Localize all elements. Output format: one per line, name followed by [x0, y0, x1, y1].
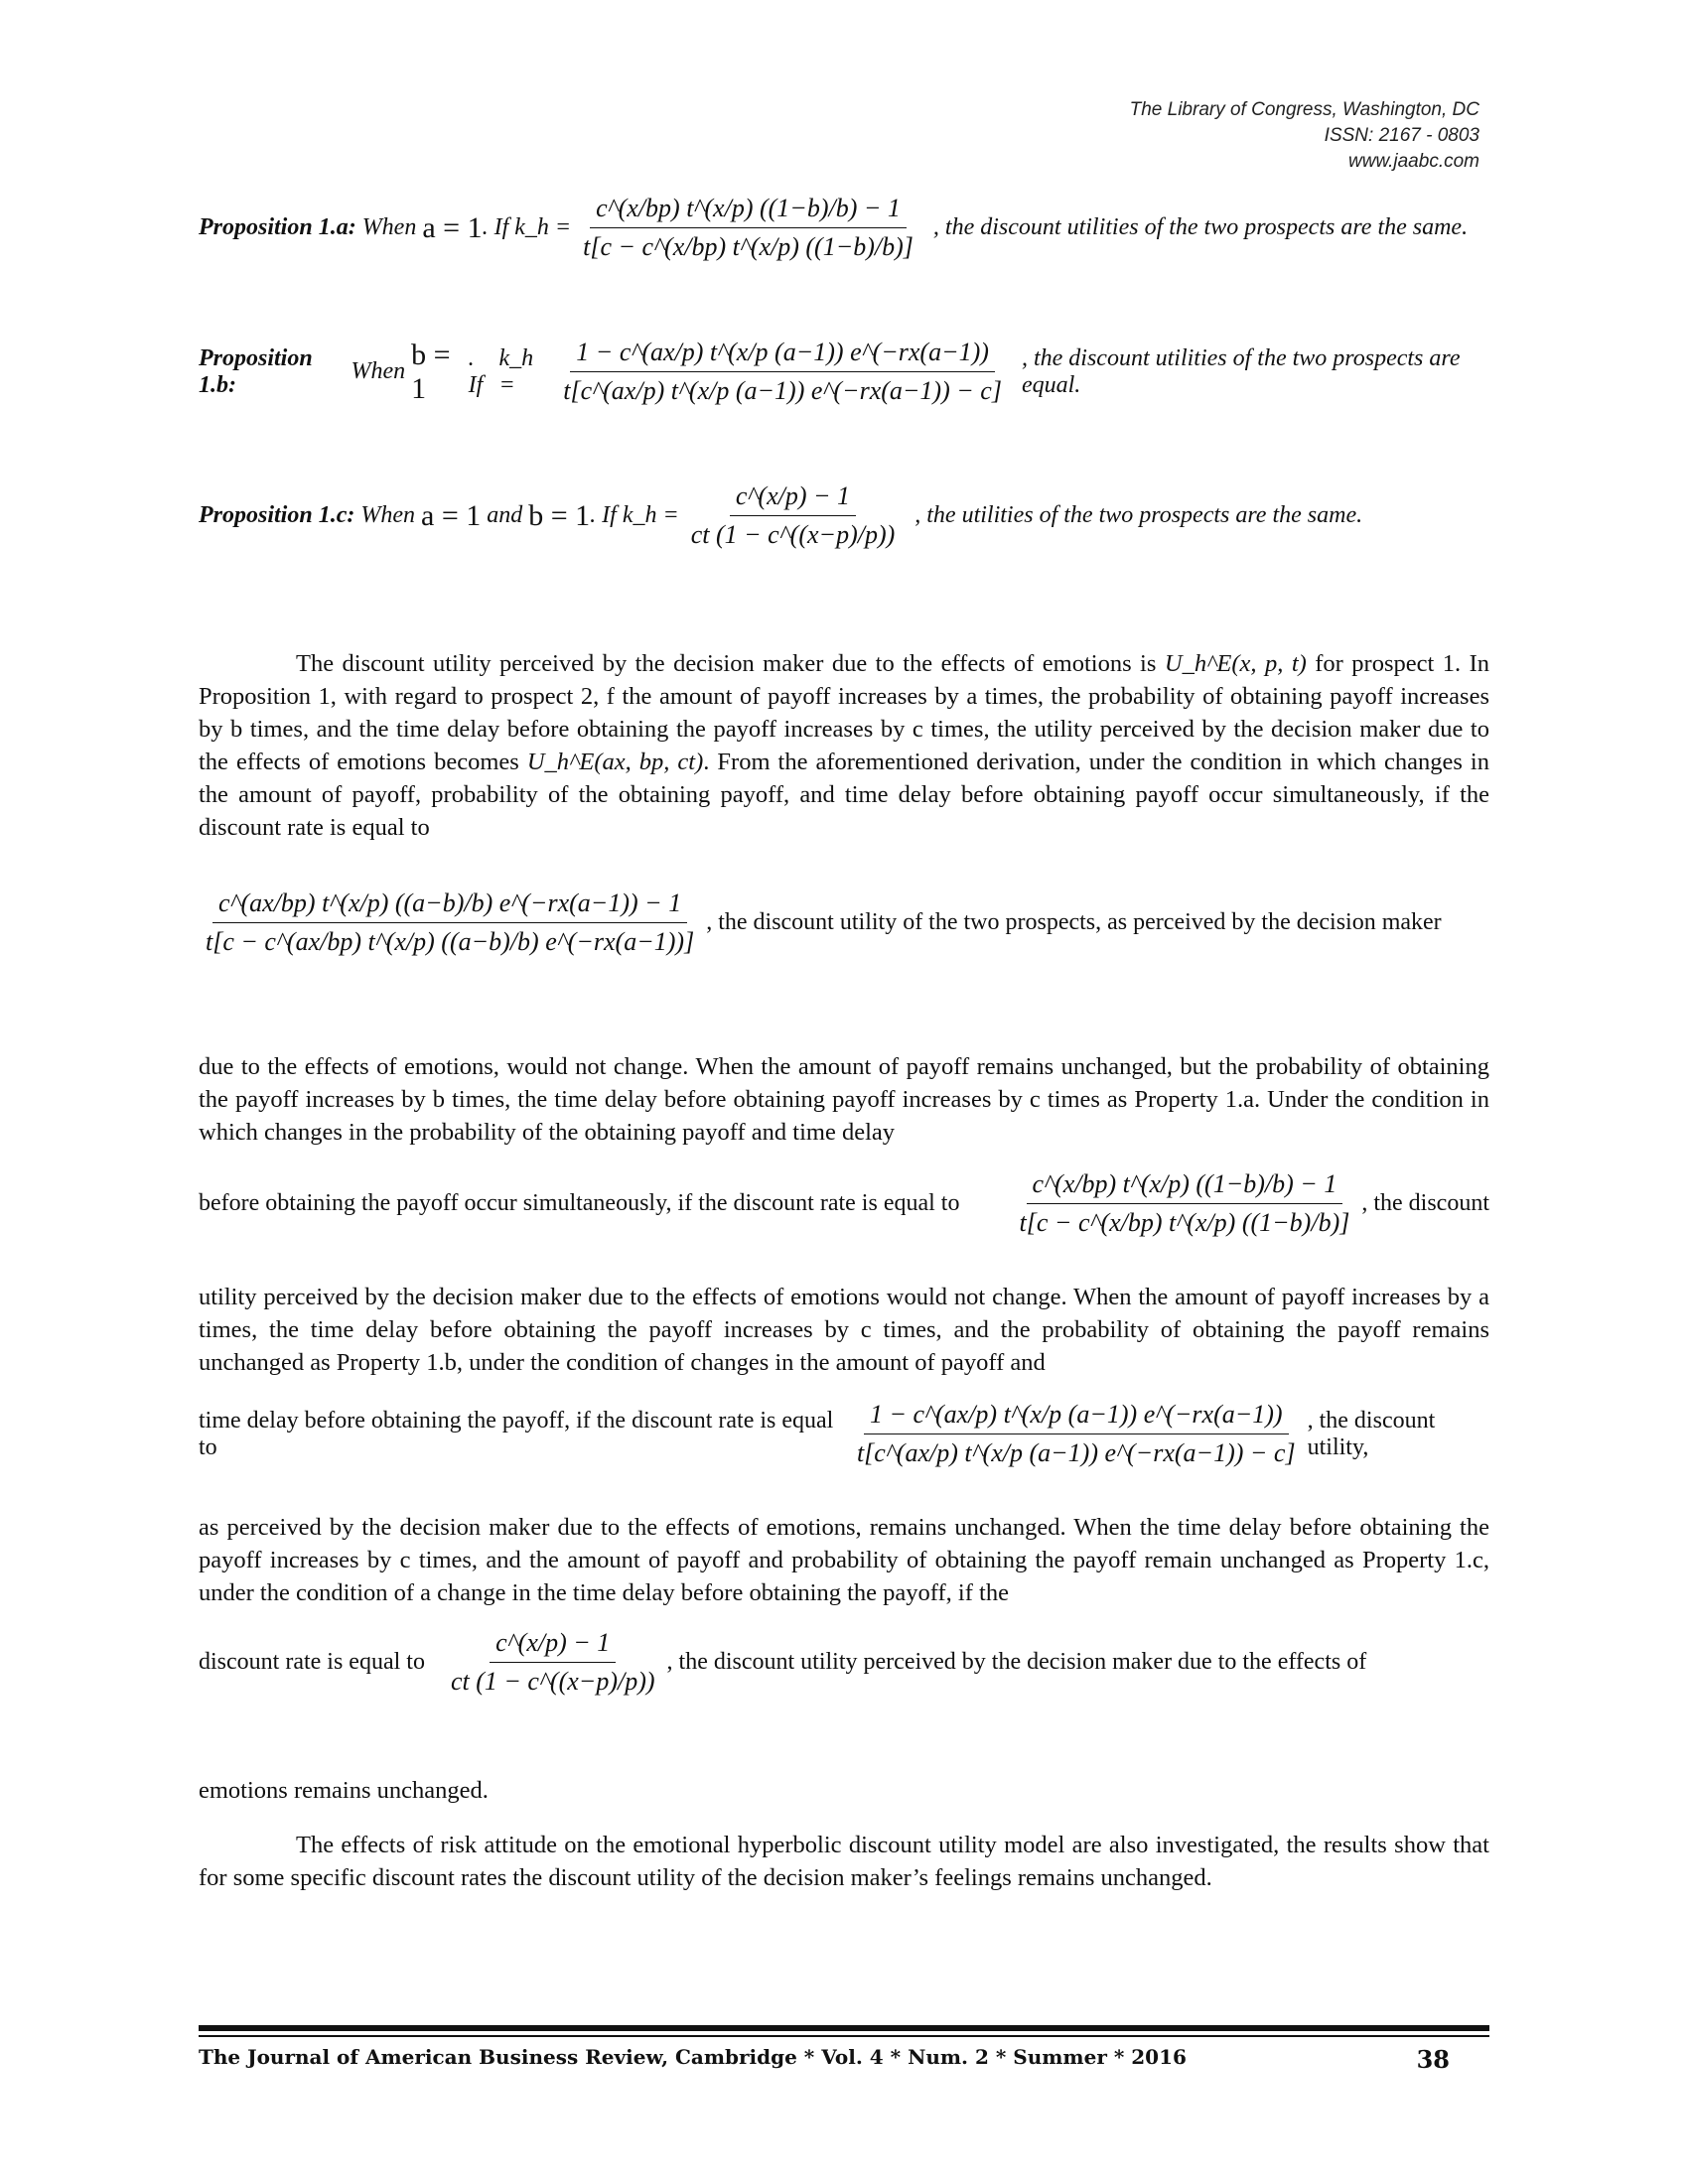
proposition-tail: , the discount utilities of the two prospects are the same.	[932, 214, 1469, 240]
equation-tail: , the discount utility,	[1307, 1407, 1436, 1460]
paragraph-text: emotions remains unchanged.	[199, 1777, 489, 1804]
fraction-numerator: c^(ax/bp) t^(x/p) ((a−b)/b) e^(−rx(a−1)) − 1	[212, 888, 687, 923]
paragraph-text: time delay before obtaining the payoff, if the discount rate is equal to	[199, 1407, 834, 1460]
proposition-condvar-2: b = 1	[528, 498, 591, 532]
proposition-if: . If	[590, 502, 617, 528]
proposition-1b	[199, 338, 1489, 406]
proposition-condvar: a = 1	[421, 498, 482, 532]
proposition-condvar: a = 1	[422, 210, 483, 244]
journal-citation: The Journal of American Business Review, Cambridge * Vol. 4 * Num. 2 * Summer * 2016	[199, 2045, 1187, 2069]
equation-line-3	[199, 1400, 1489, 1468]
inline-equation: U_h^E(x, p, t)	[1164, 650, 1307, 677]
proposition-tail: , the utilities of the two prospects are the same.	[914, 502, 1363, 528]
paragraph-text: for prospect 1. In Proposition 1, with regard to prospect 2, f the amount of payoff increases by a times, the probability of obtaining payoff increases by b times, and the time delay before obtaining the payoff increases by c times, the utility perceived by the decision maker due to the effects of emotions becomes	[199, 650, 1490, 775]
body-paragraph-1	[199, 647, 1489, 844]
fraction-denominator: t[c^(ax/p) t^(x/p (a−1)) e^(−rx(a−1)) − c]	[563, 376, 1002, 405]
proposition-and: and	[487, 502, 523, 528]
fraction-denominator: t[c − c^(x/bp) t^(x/p) ((1−b)/b)]	[583, 232, 914, 261]
paragraph-text: The effects of risk attitude on the emotional hyperbolic discount utility model are also investigated, the results show that for some specific discount rates the discount utility of the decision maker’s feelings remains unchanged.	[199, 1832, 1489, 1891]
proposition-cond: When	[361, 214, 417, 240]
running-header	[1130, 97, 1479, 175]
paragraph-text: discount rate is equal to	[199, 1649, 425, 1675]
proposition-if: . If	[482, 214, 509, 240]
proposition-1a	[199, 194, 1489, 262]
footer-rule-thin	[199, 2035, 1489, 2037]
body-paragraph-6	[199, 1829, 1489, 1894]
fraction-numerator: 1 − c^(ax/p) t^(x/p (a−1)) e^(−rx(a−1))	[864, 1400, 1289, 1434]
display-equation-1	[194, 888, 1484, 957]
fraction-numerator: c^(x/p) − 1	[730, 481, 856, 516]
equation-fraction	[851, 1400, 1302, 1468]
body-paragraph-3	[199, 1281, 1489, 1379]
equation-line-4	[199, 1628, 1489, 1697]
header-line-2: ISSN: 2167 - 0803	[1324, 125, 1479, 146]
paragraph-text: utility perceived by the decision maker due to the effects of emotions would not change. When the amount of payoff increases by a times, the time delay before obtaining the payoff increases by c times, and the probability of obtaining the payoff remains unchanged as Property 1.b, under the condition of changes in the amount of payoff and	[199, 1284, 1489, 1376]
proposition-lhs: k_h =	[622, 502, 679, 528]
proposition-if: . If	[468, 344, 484, 398]
fraction-denominator: ct (1 − c^((x−p)/p))	[690, 520, 896, 549]
equation-fraction	[445, 1628, 661, 1697]
proposition-tail: , the discount utilities of the two prospects are equal.	[1021, 344, 1461, 398]
fraction-denominator: t[c − c^(ax/bp) t^(x/p) ((a−b)/b) e^(−rx(a−1))]	[206, 927, 695, 956]
page-number: 38	[1416, 2045, 1450, 2074]
paragraph-text: before obtaining the payoff occur simultaneously, if the discount rate is equal to	[199, 1190, 960, 1216]
paragraph-text: as perceived by the decision maker due to the effects of emotions, remains unchanged. When the time delay before obtaining the payoff increases by c times, and the amount of payoff and probability of obtaining the payoff remain unchanged as Property 1.c, under the condition of a change in the time delay before obtaining the payoff, if the	[199, 1514, 1489, 1606]
fraction-numerator: c^(x/bp) t^(x/p) ((1−b)/b) − 1	[590, 194, 907, 228]
fraction-numerator: 1 − c^(ax/p) t^(x/p (a−1)) e^(−rx(a−1))	[570, 338, 995, 372]
fraction-numerator: c^(x/p) − 1	[490, 1628, 616, 1663]
fraction-denominator: ct (1 − c^((x−p)/p))	[450, 1667, 655, 1696]
paragraph-text: The discount utility perceived by the decision maker due to the effects of emotions is	[296, 650, 1157, 677]
header-line-1: The Library of Congress, Washington, DC	[1129, 99, 1479, 120]
proposition-label: Proposition 1.c:	[199, 502, 355, 528]
fraction-numerator: c^(x/bp) t^(x/p) ((1−b)/b) − 1	[1027, 1169, 1343, 1204]
equation-line-2	[199, 1169, 1489, 1238]
proposition-lhs: k_h =	[514, 214, 572, 240]
proposition-fraction	[577, 194, 919, 262]
equation-fraction	[200, 888, 700, 957]
body-paragraph-2	[199, 1050, 1489, 1149]
proposition-lhs: k_h =	[498, 344, 534, 398]
equation-tail: , the discount utility perceived by the decision maker due to the effects of	[666, 1649, 1367, 1675]
proposition-1c	[199, 481, 1489, 550]
proposition-cond: When	[360, 502, 415, 528]
proposition-fraction	[685, 481, 902, 550]
fraction-denominator: t[c − c^(x/bp) t^(x/p) ((1−b)/b)]	[1019, 1208, 1350, 1237]
equation-tail: , the discount utility of the two prospects, as perceived by the decision maker	[706, 909, 1442, 935]
equation-tail: , the discount	[1361, 1190, 1489, 1216]
body-paragraph-4	[199, 1511, 1489, 1609]
proposition-label: Proposition 1.a:	[199, 214, 356, 240]
fraction-denominator: t[c^(ax/p) t^(x/p (a−1)) e^(−rx(a−1)) − c]	[856, 1438, 1296, 1467]
inline-equation: U_h^E(ax, bp, ct)	[526, 749, 704, 775]
proposition-cond: When	[351, 358, 406, 384]
proposition-condvar: b = 1	[411, 338, 451, 405]
equation-fraction	[1014, 1169, 1356, 1238]
paragraph-text: . From the aforementioned derivation, under the condition in which changes in the amount of payoff, probability of the obtaining payoff, and time delay before obtaining payoff occur simultaneously, if the discount rate is equal to	[199, 749, 1489, 841]
body-paragraph-5	[199, 1774, 1489, 1807]
paragraph-text: due to the effects of emotions, would not change. When the amount of payoff remains unchanged, but the probability of obtaining the payoff increases by b times, the time delay before obtaining payoff increases by c times as Property 1.a. Under the condition in which changes in the probability of the obtaining payoff and time delay	[199, 1053, 1489, 1146]
proposition-label: Proposition 1.b:	[199, 344, 313, 398]
footer-rule-thick	[199, 2025, 1489, 2031]
proposition-fraction	[557, 338, 1008, 406]
header-line-3: www.jaabc.com	[1348, 151, 1479, 172]
page-footer	[199, 2045, 1489, 2074]
